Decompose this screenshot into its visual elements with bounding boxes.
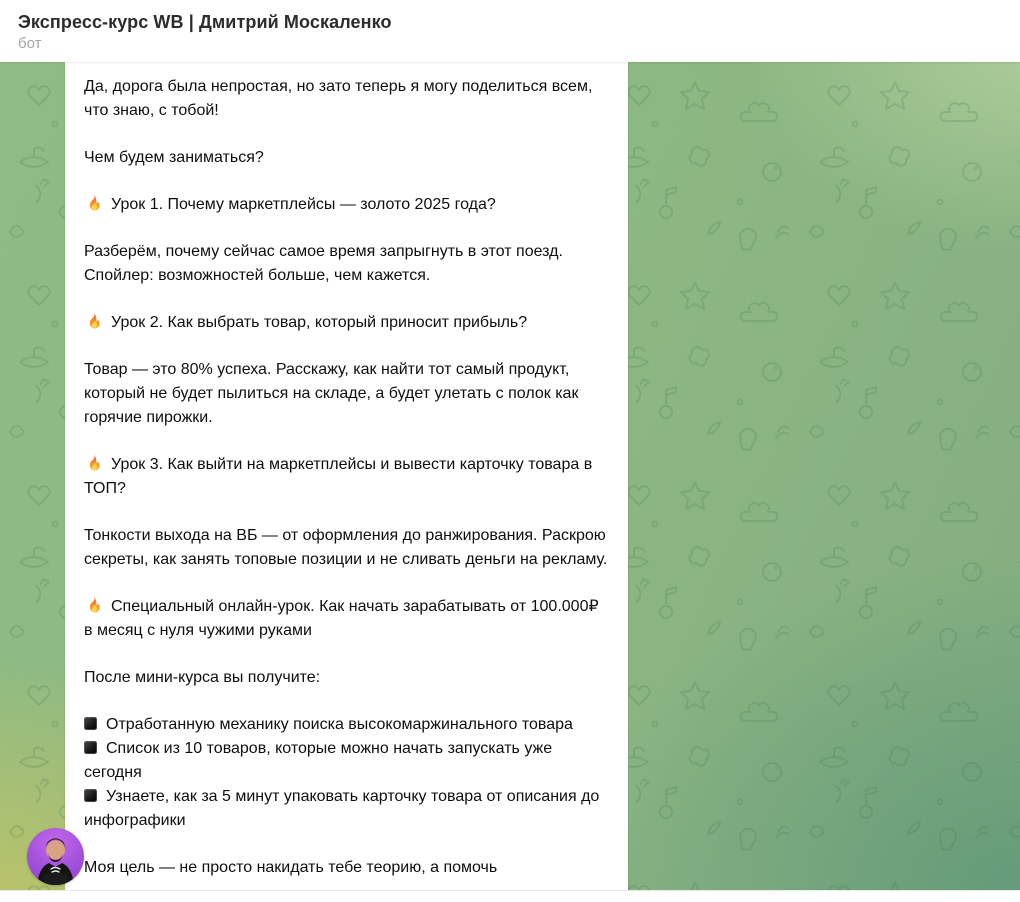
chat-subtitle: бот: [18, 35, 42, 52]
lesson-2-title: Урок 2. Как выбрать товар, который приносит прибыль?: [111, 314, 528, 331]
list-item: Список из 10 товаров, которые можно начать запускать уже сегодня: [84, 740, 553, 781]
message-bubble: [65, 62, 628, 890]
message-input-area[interactable]: [0, 890, 1020, 902]
message-paragraph: Разберём, почему сейчас самое время запрыгнуть в этот поезд. Спойлер: возможностей больше, чем кажется.: [84, 243, 563, 284]
message-paragraph: Тонкости выхода на ВБ — от оформления до ранжирования. Раскрою секреты, как занять топовые позиции и не сливать деньги на рекламу.: [84, 527, 608, 568]
chat-header[interactable]: [0, 0, 1020, 62]
special-lesson-title: Специальный онлайн-урок. Как начать зарабатывать от 100.000₽ в месяц с нуля чужими руками: [84, 598, 599, 639]
list-item: Отработанную механику поиска высокомаржинального товара: [84, 713, 610, 737]
black-square-icon: [84, 789, 97, 802]
message-paragraph: [84, 193, 610, 217]
lesson-1-title: Урок 1. Почему маркетплейсы — золото 2025 года?: [111, 196, 496, 213]
fire-icon: [84, 311, 104, 331]
chat-title: Экспресс-курс WB | Дмитрий Москаленко: [18, 12, 392, 32]
message-paragraph: [84, 595, 610, 643]
list-item: Узнаете, как за 5 минут упаковать карточку товара от описания до инфографики: [84, 788, 600, 829]
message-paragraph: [84, 311, 610, 335]
black-square-icon: [84, 717, 97, 730]
black-square-icon: [84, 741, 97, 754]
lesson-3-title: Урок 3. Как выйти на маркетплейсы и вывести карточку товара в ТОП?: [84, 456, 593, 497]
message-paragraph: Да, дорога была непростая, но зато теперь я могу поделиться всем, что знаю, с тобой!: [84, 78, 593, 119]
benefits-list: [84, 713, 610, 833]
fire-icon: [84, 193, 104, 213]
message-paragraph: [84, 453, 610, 501]
avatar-photo: [27, 828, 84, 885]
fire-icon: [84, 453, 104, 473]
message-paragraph-clipped: Моя цель — не просто накидать тебе теорию, а помочь: [84, 859, 498, 876]
chat-message-list[interactable]: [0, 62, 1020, 890]
avatar[interactable]: [27, 828, 84, 885]
message-paragraph: После мини-курса вы получите:: [84, 669, 321, 686]
message-paragraph: Товар — это 80% успеха. Расскажу, как найти тот самый продукт, который не будет пылиться на складе, а будет улетать с полок как горячие пирожки.: [84, 361, 579, 426]
fire-icon: [84, 595, 104, 615]
message-paragraph: Чем будем заниматься?: [84, 149, 264, 166]
